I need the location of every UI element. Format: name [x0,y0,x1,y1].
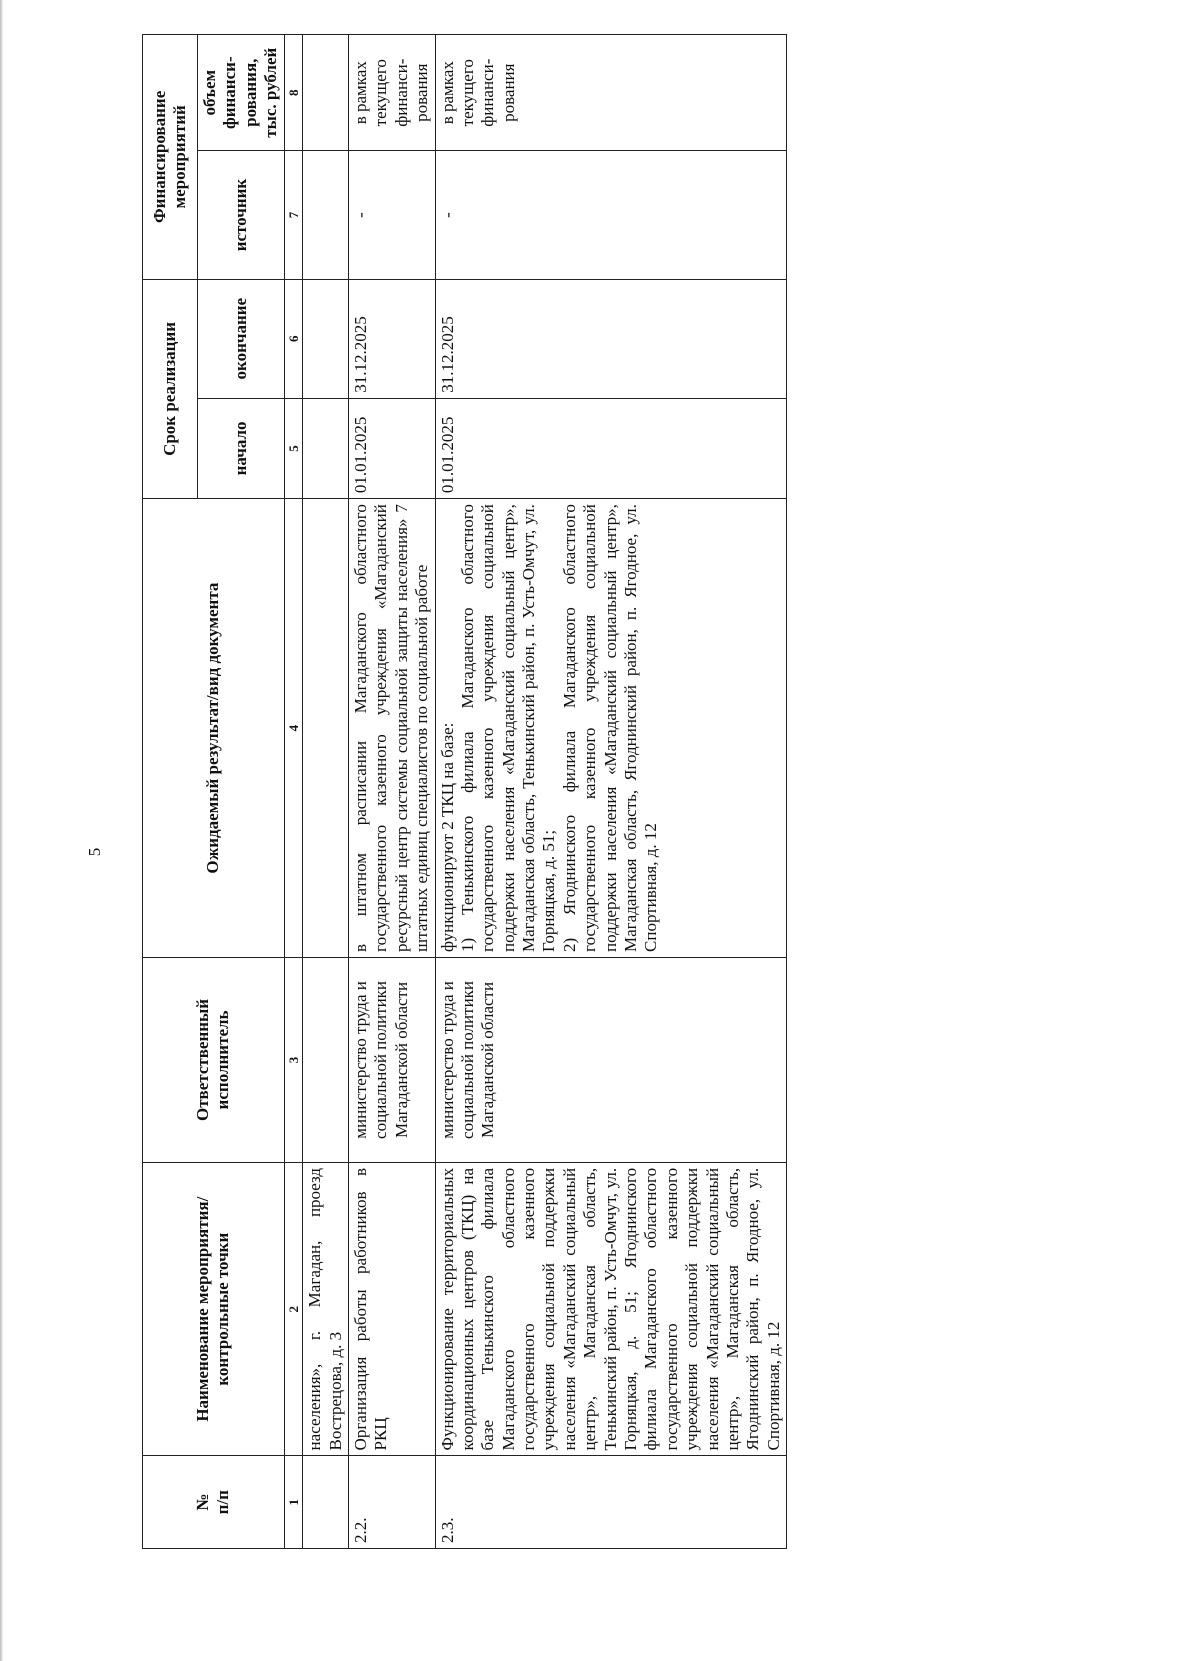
row-start [303,398,349,498]
row-executor: министерство труда и социальной политики Магаданской области [348,957,435,1162]
header-fin-source: источник [198,151,285,279]
row-num [303,1456,349,1549]
page-number: 5 [85,847,104,857]
header-name: Наименование мероприятия/ контрольные точки [143,1162,285,1456]
rotated-table-container [142,34,1197,1549]
row-name: населения», г. Магадан, проезд Вострецова, д. 3 [303,1162,349,1456]
header-executor: Ответственный исполнитель [143,957,285,1162]
column-number-row [284,35,303,1549]
row-volume: в рамках текущего финанси-рования [348,35,435,151]
column-number: 5 [284,398,303,498]
row-end: 31.12.2025 [348,279,435,398]
column-number: 1 [284,1456,303,1549]
column-number: 2 [284,1162,303,1456]
row-source: - [348,151,435,279]
row-result: функционируют 2 ТКЦ на базе: 1) Тенькинского филиала Магаданского областного государственного казенного учреждения социальной поддержки населения «Магаданский социальный центр», Магаданская область, Тенькинский район, п. Усть-Омчут, ул. Горняцкая, д. 51; 2) Ягоднинского филиала Магаданского областного государственного казенного учреждения социальной поддержки населения «Магаданский социальный центр», Магаданская область, Ягоднинский район, п. Ягодное, ул. Спортивная, д. 12 [435,499,787,958]
row-num: 2.3. [435,1456,787,1549]
column-number: 6 [284,279,303,398]
table-row [435,35,787,1549]
column-number: 8 [284,35,303,151]
header-financing: Финансирование мероприятий [143,35,198,280]
header-num: № п/п [143,1456,285,1549]
scan-edge [0,0,3,1661]
row-result: в штатном расписании Магаданского областного государственного казенного учреждения «Магаданский ресурсный центр системы социальной защиты населения» 7 штатных единиц специалистов по социальной работе [348,499,435,958]
table-row [303,35,349,1549]
row-name: Организация работы работников в РКЦ [348,1162,435,1456]
header-period: Срок реализации [143,279,198,499]
row-start: 01.01.2025 [348,398,435,498]
column-number: 3 [284,957,303,1162]
row-volume: в рамках текущего финанси-рования [435,35,787,151]
activities-table [142,34,787,1549]
row-start: 01.01.2025 [435,398,787,498]
row-result [303,499,349,958]
row-end [303,279,349,398]
header-result: Ожидаемый результат/вид документа [143,499,285,958]
row-executor [303,957,349,1162]
header-row-1 [143,35,198,1549]
row-source [303,151,349,279]
row-end: 31.12.2025 [435,279,787,398]
row-executor: министерство труда и социальной политики Магаданской области [435,957,787,1162]
column-number: 4 [284,499,303,958]
header-period-start: начало [198,398,285,498]
column-number: 7 [284,151,303,279]
header-period-end: окончание [198,279,285,398]
header-fin-volume: объем финанси- рования, тыс. рублей [198,35,285,151]
table-row [348,35,435,1549]
row-volume [303,35,349,151]
row-name: Функционирование территориальных координационных центров (ТКЦ) на базе Тенькинского филиала Магаданского областного государственного казенного учреждения социальной поддержки населения «Магаданский социальный центр», Магаданская область, Тенькинский район, п. Усть-Омчут, ул. Горняцкая, д. 51; Ягоднинского филиала Магаданского областного государственного казенного учреждения социальной поддержки населения «Магаданский социальный центр», Магаданская область, Ягоднинский район, п. Ягодное, ул. Спортивная, д. 12 [435,1162,787,1456]
row-num: 2.2. [348,1456,435,1549]
row-source: - [435,151,787,279]
